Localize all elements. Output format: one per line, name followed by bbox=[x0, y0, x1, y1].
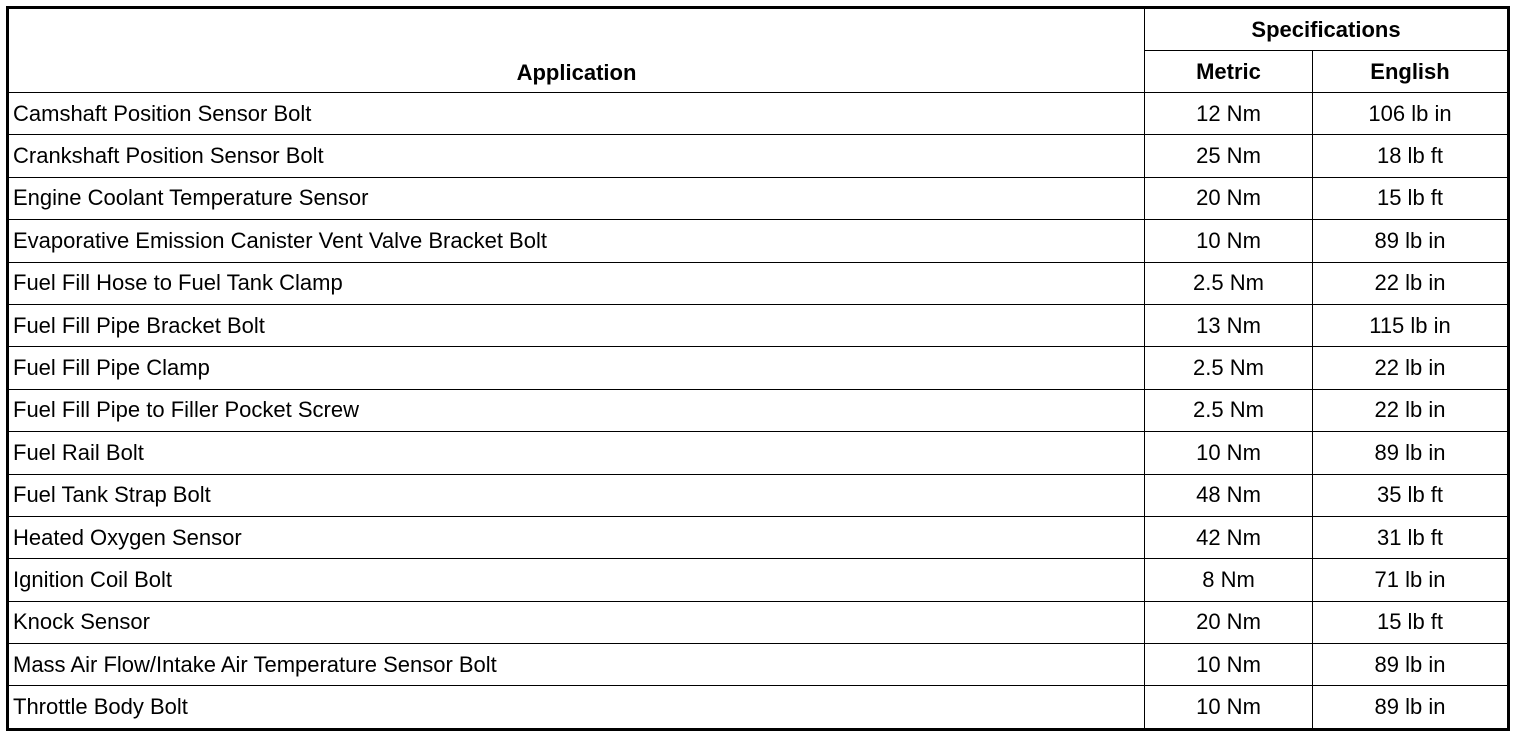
metric-value-cell: 20 Nm bbox=[1145, 177, 1313, 219]
english-value-cell: 115 lb in bbox=[1313, 304, 1509, 346]
table-row bbox=[8, 601, 1509, 643]
application-cell: Fuel Fill Pipe Clamp bbox=[8, 347, 1145, 389]
application-cell: Crankshaft Position Sensor Bolt bbox=[8, 135, 1145, 177]
application-cell: Mass Air Flow/Intake Air Temperature Sensor Bolt bbox=[8, 644, 1145, 686]
application-cell: Fuel Fill Hose to Fuel Tank Clamp bbox=[8, 262, 1145, 304]
metric-value-cell: 42 Nm bbox=[1145, 516, 1313, 558]
metric-value-cell: 10 Nm bbox=[1145, 432, 1313, 474]
metric-value-cell: 2.5 Nm bbox=[1145, 347, 1313, 389]
application-column-header: Application bbox=[8, 8, 1145, 93]
application-cell: Ignition Coil Bolt bbox=[8, 559, 1145, 601]
english-value-cell: 71 lb in bbox=[1313, 559, 1509, 601]
application-cell: Knock Sensor bbox=[8, 601, 1145, 643]
application-cell: Heated Oxygen Sensor bbox=[8, 516, 1145, 558]
application-cell: Fuel Rail Bolt bbox=[8, 432, 1145, 474]
english-column-header: English bbox=[1313, 51, 1509, 93]
metric-value-cell: 2.5 Nm bbox=[1145, 389, 1313, 431]
table-body bbox=[8, 93, 1509, 730]
english-value-cell: 89 lb in bbox=[1313, 432, 1509, 474]
table-header bbox=[8, 8, 1509, 93]
header-row-top bbox=[8, 8, 1509, 51]
table-row bbox=[8, 644, 1509, 686]
english-value-cell: 89 lb in bbox=[1313, 644, 1509, 686]
table-row bbox=[8, 93, 1509, 135]
metric-value-cell: 12 Nm bbox=[1145, 93, 1313, 135]
application-cell: Throttle Body Bolt bbox=[8, 686, 1145, 729]
table-row bbox=[8, 304, 1509, 346]
metric-value-cell: 10 Nm bbox=[1145, 644, 1313, 686]
table-row bbox=[8, 474, 1509, 516]
english-value-cell: 106 lb in bbox=[1313, 93, 1509, 135]
application-cell: Fuel Fill Pipe to Filler Pocket Screw bbox=[8, 389, 1145, 431]
english-value-cell: 22 lb in bbox=[1313, 389, 1509, 431]
table-row bbox=[8, 347, 1509, 389]
table-row bbox=[8, 262, 1509, 304]
table-row bbox=[8, 559, 1509, 601]
english-value-cell: 89 lb in bbox=[1313, 220, 1509, 262]
english-value-cell: 15 lb ft bbox=[1313, 177, 1509, 219]
fastener-specifications-table bbox=[6, 6, 1510, 731]
application-cell: Camshaft Position Sensor Bolt bbox=[8, 93, 1145, 135]
english-value-cell: 22 lb in bbox=[1313, 262, 1509, 304]
metric-value-cell: 10 Nm bbox=[1145, 220, 1313, 262]
table-row bbox=[8, 135, 1509, 177]
table-row bbox=[8, 432, 1509, 474]
metric-value-cell: 10 Nm bbox=[1145, 686, 1313, 729]
specifications-group-header: Specifications bbox=[1145, 8, 1509, 51]
table-row bbox=[8, 516, 1509, 558]
table-row bbox=[8, 220, 1509, 262]
metric-value-cell: 20 Nm bbox=[1145, 601, 1313, 643]
table-row bbox=[8, 177, 1509, 219]
english-value-cell: 22 lb in bbox=[1313, 347, 1509, 389]
metric-value-cell: 48 Nm bbox=[1145, 474, 1313, 516]
metric-value-cell: 25 Nm bbox=[1145, 135, 1313, 177]
application-cell: Fuel Tank Strap Bolt bbox=[8, 474, 1145, 516]
english-value-cell: 15 lb ft bbox=[1313, 601, 1509, 643]
english-value-cell: 35 lb ft bbox=[1313, 474, 1509, 516]
metric-value-cell: 2.5 Nm bbox=[1145, 262, 1313, 304]
english-value-cell: 89 lb in bbox=[1313, 686, 1509, 729]
metric-value-cell: 13 Nm bbox=[1145, 304, 1313, 346]
metric-value-cell: 8 Nm bbox=[1145, 559, 1313, 601]
application-cell: Engine Coolant Temperature Sensor bbox=[8, 177, 1145, 219]
table-row bbox=[8, 389, 1509, 431]
english-value-cell: 18 lb ft bbox=[1313, 135, 1509, 177]
application-cell: Fuel Fill Pipe Bracket Bolt bbox=[8, 304, 1145, 346]
table-row bbox=[8, 686, 1509, 729]
english-value-cell: 31 lb ft bbox=[1313, 516, 1509, 558]
application-cell: Evaporative Emission Canister Vent Valve Bracket Bolt bbox=[8, 220, 1145, 262]
metric-column-header: Metric bbox=[1145, 51, 1313, 93]
